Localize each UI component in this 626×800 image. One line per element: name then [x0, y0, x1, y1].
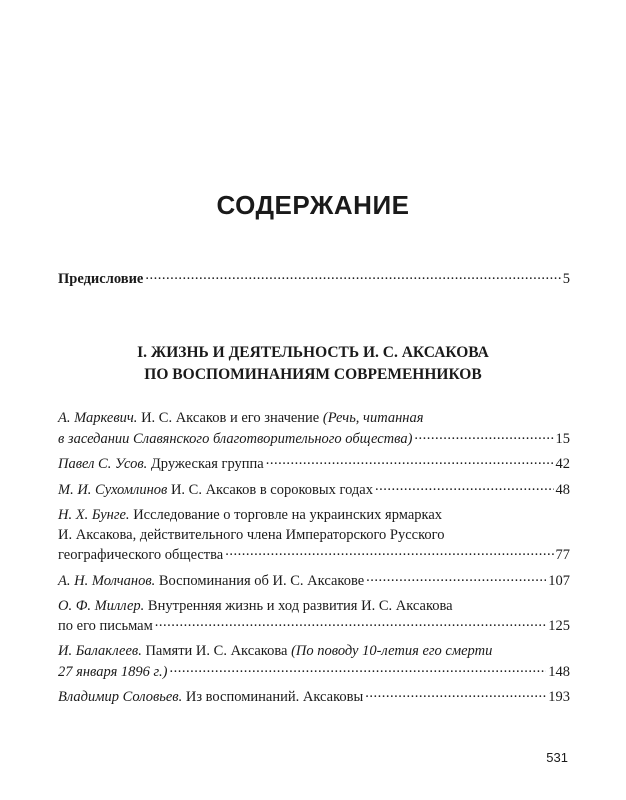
entry-page: 15: [555, 430, 570, 447]
entry-page: 107: [548, 572, 570, 589]
toc-entry-usov[interactable]: [58, 454, 570, 475]
entry-subtitle: (По поводу 10-летия его смерти: [291, 643, 493, 659]
dot-leader: [366, 570, 546, 585]
entry-title: Памяти И. С. Аксакова: [141, 643, 292, 659]
preface-entry[interactable]: [58, 268, 570, 289]
entry-author: А. Н. Молчанов.: [58, 572, 156, 589]
section-heading: [0, 342, 626, 386]
entry-page: 48: [555, 481, 570, 498]
preface-label: Предисловие: [58, 270, 144, 287]
toc-entries: [58, 408, 570, 712]
entry-line: [58, 428, 570, 449]
entry-line: [58, 570, 570, 591]
entry-line: [58, 479, 570, 500]
entry-line: [58, 641, 570, 661]
entry-title: географического общества: [58, 547, 224, 563]
section-heading-line-1: I. ЖИЗНЬ И ДЕЯТЕЛЬНОСТЬ И. С. АКСАКОВА: [137, 344, 489, 361]
entry-line: [58, 408, 570, 428]
dot-leader: [155, 616, 546, 631]
page-title: СОДЕРЖАНИЕ: [216, 190, 410, 220]
preface-page: 5: [562, 270, 570, 287]
toc-entry-markevich[interactable]: [58, 408, 570, 449]
entry-author: О. Ф. Миллер.: [58, 597, 145, 614]
dot-leader: [169, 661, 546, 676]
entry-line: [58, 454, 570, 475]
entry-author: А. Маркевич.: [58, 410, 138, 426]
entry-page: 77: [555, 547, 570, 563]
entry-author: М. И. Сухомлинов: [58, 481, 168, 498]
entry-subtitle: (Речь, читанная: [322, 410, 424, 426]
dot-leader: [145, 268, 560, 283]
entry-line: [58, 596, 570, 616]
entry-title: по его письмам: [58, 618, 153, 634]
entry-title: Дружеская группа: [147, 456, 264, 472]
entry-subtitle: в заседании Славянского благотворительного общества): [58, 430, 413, 447]
entry-page: 42: [555, 456, 570, 472]
entry-author: И. Балаклеев.: [58, 643, 142, 659]
entry-author: Павел С. Усов.: [58, 456, 148, 472]
entry-line: [58, 616, 570, 637]
entry-line: И. Аксакова, действительного члена Императорского Русского: [58, 526, 445, 543]
entry-line: [58, 545, 570, 566]
toc-entry-bunge[interactable]: [58, 505, 570, 566]
toc-entry-solovyov[interactable]: [58, 687, 570, 708]
section-heading-line-2: ПО ВОСПОМИНАНИЯМ СОВРЕМЕННИКОВ: [144, 366, 482, 383]
dot-leader: [414, 428, 553, 443]
toc-entry-sukhomlinov[interactable]: [58, 479, 570, 500]
entry-title: Из воспоминаний. Аксаковы: [182, 689, 364, 705]
entry-line: [58, 687, 570, 708]
toc-entry-molchanov[interactable]: [58, 570, 570, 591]
dot-leader: [225, 545, 553, 560]
entry-title: Воспоминания об И. С. Аксакове: [155, 572, 365, 589]
entry-line: [58, 661, 570, 682]
entry-page: 193: [548, 689, 570, 705]
entry-title: И. С. Аксаков в сороковых годах: [167, 481, 373, 498]
toc-entry-miller[interactable]: [58, 596, 570, 637]
entry-page: 125: [548, 618, 570, 634]
entry-title: Внутренняя жизнь и ход развития И. С. Аксакова: [144, 597, 453, 614]
dot-leader: [365, 687, 546, 702]
entry-title: Исследование о торговле на украинских ярмарках: [129, 506, 443, 523]
entry-author: Н. Х. Бунге.: [58, 506, 130, 523]
entry-line: [58, 505, 570, 525]
entry-title: И. С. Аксаков и его значение: [137, 410, 323, 426]
entry-subtitle: 27 января 1896 г.): [58, 663, 168, 680]
page-number: 531: [546, 750, 568, 765]
entry-page: 148: [548, 663, 570, 680]
dot-leader: [266, 454, 554, 469]
toc-entry-balakleev[interactable]: [58, 641, 570, 682]
dot-leader: [375, 479, 554, 494]
entry-author: Владимир Соловьев.: [58, 689, 183, 705]
